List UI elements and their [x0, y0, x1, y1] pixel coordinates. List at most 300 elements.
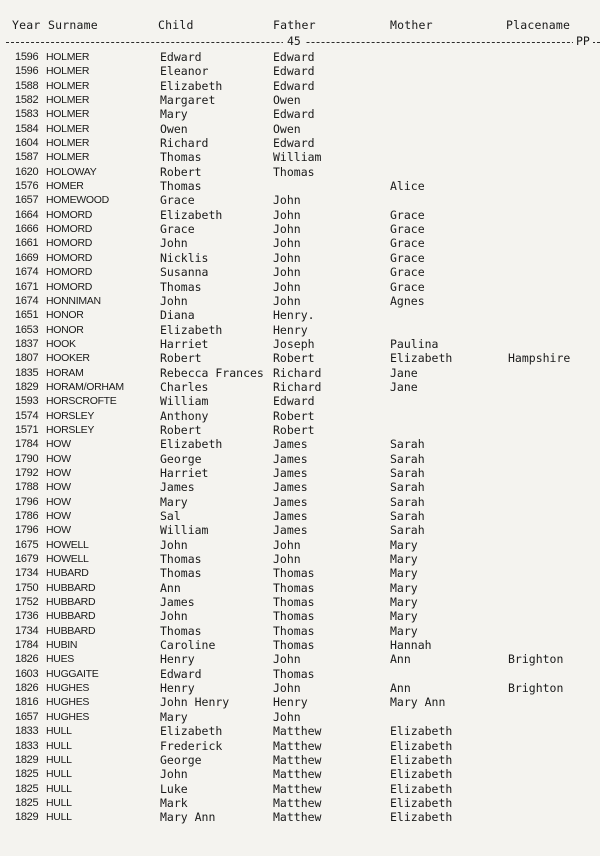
header-mother: Mother — [390, 18, 433, 32]
cell-surname: HUBBARD — [46, 624, 96, 637]
page-number: 45 — [283, 34, 305, 48]
cell-father: James — [273, 437, 308, 452]
table-row — [0, 337, 600, 351]
cell-mother: Grace — [390, 207, 425, 222]
cell-child: Robert — [160, 351, 202, 366]
cell-father: Robert — [273, 422, 315, 437]
cell-surname: HOWELL — [46, 538, 89, 551]
table-row — [0, 409, 600, 423]
cell-surname: HULL — [46, 811, 72, 824]
cell-mother: Sarah — [390, 509, 425, 523]
cell-placename: Hampshire — [508, 351, 571, 366]
cell-child: Ann — [160, 580, 181, 595]
cell-surname: HONOR — [46, 323, 84, 336]
cell-father: John — [273, 681, 301, 696]
cell-child: Elizabeth — [160, 207, 223, 222]
cell-mother: Grace — [390, 222, 425, 237]
header-year: Year — [12, 18, 41, 32]
table-row — [0, 265, 600, 279]
cell-child: George — [160, 451, 202, 466]
cell-surname: HULL — [46, 739, 72, 752]
cell-child: Caroline — [160, 638, 216, 653]
cell-mother: Agnes — [390, 293, 425, 308]
cell-surname: HUGHES — [46, 710, 90, 723]
cell-year: 1736 — [15, 610, 39, 623]
table-row — [0, 509, 600, 523]
cell-year: 1835 — [15, 366, 39, 379]
cell-child: Grace — [160, 222, 195, 237]
table-row — [0, 739, 600, 753]
table-row — [0, 351, 600, 365]
cell-year: 1829 — [15, 753, 39, 766]
cell-child: Susanna — [160, 265, 209, 280]
cell-mother: Sarah — [390, 523, 425, 538]
cell-child: William — [160, 394, 209, 409]
table-row — [0, 638, 600, 652]
cell-child: Anthony — [160, 408, 209, 423]
cell-surname: HOLMER — [46, 137, 90, 150]
cell-surname: HULL — [46, 782, 72, 795]
table-row — [0, 624, 600, 638]
cell-child: George — [160, 752, 202, 767]
cell-child: Thomas — [160, 179, 202, 194]
cell-year: 1825 — [15, 782, 39, 795]
cell-year: 1790 — [15, 452, 39, 465]
table-row — [0, 495, 600, 509]
cell-year: 1807 — [15, 352, 39, 365]
cell-child: Harriet — [160, 336, 209, 351]
cell-child: Grace — [160, 193, 195, 208]
cell-year: 1833 — [15, 739, 39, 752]
cell-year: 1651 — [15, 309, 39, 322]
table-row — [0, 308, 600, 322]
cell-year: 1788 — [15, 481, 39, 494]
cell-father: James — [273, 494, 308, 509]
cell-mother: Elizabeth — [390, 767, 453, 782]
cell-child: Diana — [160, 308, 195, 323]
cell-child: James — [160, 480, 195, 495]
cell-year: 1574 — [15, 409, 39, 422]
cell-year: 1582 — [15, 94, 39, 107]
cell-child: John — [160, 609, 188, 624]
table-row — [0, 810, 600, 824]
cell-father: Edward — [273, 64, 315, 79]
cell-child: Thomas — [160, 623, 202, 638]
cell-father: John — [273, 222, 301, 237]
cell-father: John — [273, 193, 301, 208]
table-row — [0, 523, 600, 537]
cell-father: James — [273, 509, 308, 523]
cell-mother: Ann — [390, 652, 411, 667]
cell-surname: HORSLEY — [46, 423, 95, 436]
cell-mother: Mary — [390, 609, 418, 624]
cell-father: Edward — [273, 136, 315, 151]
cell-year: 1796 — [15, 495, 39, 508]
cell-child: Robert — [160, 164, 202, 179]
cell-year: 1734 — [15, 567, 39, 580]
table-row — [0, 710, 600, 724]
table-row — [0, 566, 600, 580]
cell-father: Joseph — [273, 336, 315, 351]
cell-father: John — [273, 207, 301, 222]
table-row — [0, 107, 600, 121]
cell-surname: HOW — [46, 495, 71, 508]
cell-surname: HORAM/ORHAM — [46, 380, 124, 393]
cell-mother: Elizabeth — [390, 781, 453, 796]
cell-father: Robert — [273, 408, 315, 423]
pp-label: PP — [573, 34, 593, 48]
cell-year: 1603 — [15, 667, 39, 680]
cell-mother: Mary — [390, 552, 418, 567]
cell-child: Margaret — [160, 93, 216, 108]
cell-surname: HUBIN — [46, 639, 78, 652]
cell-surname: HULL — [46, 753, 72, 766]
header-placename: Placename — [506, 18, 571, 32]
cell-mother: Mary — [390, 623, 418, 638]
cell-year: 1596 — [15, 65, 39, 78]
cell-mother: Sarah — [390, 437, 425, 452]
cell-father: Edward — [273, 50, 315, 64]
table-row — [0, 93, 600, 107]
table-row — [0, 179, 600, 193]
cell-father: John — [273, 265, 301, 280]
cell-mother: Elizabeth — [390, 724, 453, 739]
cell-surname: HOLMER — [46, 122, 90, 135]
cell-surname: HORSCROFTE — [46, 395, 117, 408]
cell-surname: HOLMER — [46, 151, 90, 164]
cell-child: Mary — [160, 709, 188, 724]
cell-year: 1661 — [15, 237, 39, 250]
cell-father: Owen — [273, 93, 301, 108]
cell-child: Charles — [160, 379, 209, 394]
table-row — [0, 323, 600, 337]
cell-child: Richard — [160, 136, 209, 151]
cell-year: 1657 — [15, 194, 39, 207]
cell-surname: HOOK — [46, 337, 76, 350]
cell-child: Mary Ann — [160, 810, 216, 825]
cell-surname: HUBARD — [46, 567, 89, 580]
cell-child: Frederick — [160, 738, 223, 753]
cell-year: 1825 — [15, 796, 39, 809]
cell-year: 1666 — [15, 223, 39, 236]
cell-placename: Brighton — [508, 652, 564, 667]
cell-father: Matthew — [273, 781, 322, 796]
records-table — [0, 50, 600, 825]
cell-surname: HOW — [46, 466, 71, 479]
cell-mother: Paulina — [390, 336, 439, 351]
cell-surname: HOW — [46, 438, 71, 451]
cell-year: 1674 — [15, 294, 39, 307]
cell-surname: HULL — [46, 725, 72, 738]
cell-year: 1620 — [15, 165, 39, 178]
cell-placename: Brighton — [508, 681, 564, 696]
cell-mother: Elizabeth — [390, 810, 453, 825]
cell-father: John — [273, 537, 301, 552]
cell-year: 1583 — [15, 108, 39, 121]
cell-year: 1837 — [15, 337, 39, 350]
table-row — [0, 423, 600, 437]
cell-father: John — [273, 250, 301, 265]
cell-mother: Mary — [390, 566, 418, 581]
cell-mother: Elizabeth — [390, 795, 453, 810]
cell-surname: HUGGAITE — [46, 667, 99, 680]
cell-father: Henry. — [273, 308, 315, 323]
cell-surname: HOMORD — [46, 280, 93, 293]
cell-surname: HORAM — [46, 366, 84, 379]
cell-surname: HONOR — [46, 309, 84, 322]
cell-surname: HORSLEY — [46, 409, 95, 422]
cell-mother: Grace — [390, 265, 425, 280]
cell-child: Edward — [160, 50, 202, 64]
table-row — [0, 581, 600, 595]
cell-father: Richard — [273, 379, 322, 394]
cell-mother: Jane — [390, 379, 418, 394]
table-row — [0, 165, 600, 179]
cell-surname: HOMORD — [46, 208, 93, 221]
cell-father: Thomas — [273, 595, 315, 610]
cell-year: 1593 — [15, 395, 39, 408]
cell-child: Henry — [160, 681, 195, 696]
cell-surname: HOMORD — [46, 266, 93, 279]
cell-surname: HUBBARD — [46, 581, 96, 594]
table-row — [0, 50, 600, 64]
cell-father: Edward — [273, 78, 315, 93]
cell-child: Elizabeth — [160, 724, 223, 739]
cell-child: Thomas — [160, 552, 202, 567]
cell-surname: HOLMER — [46, 94, 90, 107]
cell-surname: HOOKER — [46, 352, 90, 365]
cell-year: 1679 — [15, 553, 39, 566]
cell-child: Elizabeth — [160, 437, 223, 452]
cell-surname: HUBBARD — [46, 596, 96, 609]
cell-child: John — [160, 767, 188, 782]
cell-year: 1792 — [15, 466, 39, 479]
cell-surname: HOMORD — [46, 223, 93, 236]
cell-surname: HOMER — [46, 180, 84, 193]
cell-year: 1796 — [15, 524, 39, 537]
cell-surname: HOLMER — [46, 108, 90, 121]
cell-mother: Mary Ann — [390, 695, 446, 710]
table-row — [0, 652, 600, 666]
cell-father: Thomas — [273, 566, 315, 581]
cell-father: John — [273, 652, 301, 667]
cell-child: Elizabeth — [160, 78, 223, 93]
cell-father: Matthew — [273, 752, 322, 767]
cell-father: Robert — [273, 351, 315, 366]
cell-year: 1784 — [15, 438, 39, 451]
table-row — [0, 724, 600, 738]
cell-child: Luke — [160, 781, 188, 796]
cell-mother: Mary — [390, 580, 418, 595]
table-row — [0, 767, 600, 781]
table-row — [0, 236, 600, 250]
cell-year: 1833 — [15, 725, 39, 738]
cell-father: William — [273, 150, 322, 165]
cell-surname: HOMORD — [46, 237, 93, 250]
cell-father: John — [273, 709, 301, 724]
table-row — [0, 452, 600, 466]
cell-father: John — [273, 552, 301, 567]
cell-year: 1675 — [15, 538, 39, 551]
cell-surname: HOW — [46, 510, 71, 522]
cell-father: James — [273, 523, 308, 538]
cell-year: 1604 — [15, 137, 39, 150]
cell-year: 1734 — [15, 624, 39, 637]
table-row — [0, 394, 600, 408]
table-row — [0, 466, 600, 480]
cell-year: 1669 — [15, 251, 39, 264]
cell-mother: Alice — [390, 179, 425, 194]
cell-year: 1571 — [15, 423, 39, 436]
cell-year: 1750 — [15, 581, 39, 594]
cell-child: Owen — [160, 121, 188, 136]
table-row — [0, 667, 600, 681]
table-row — [0, 796, 600, 810]
cell-mother: Grace — [390, 279, 425, 294]
cell-father: Henry — [273, 695, 308, 710]
header-father: Father — [273, 18, 316, 32]
table-row — [0, 595, 600, 609]
cell-child: Mary — [160, 494, 188, 509]
table-row — [0, 366, 600, 380]
cell-father: Matthew — [273, 810, 322, 825]
cell-father: Thomas — [273, 638, 315, 653]
cell-father: Richard — [273, 365, 322, 380]
table-row — [0, 122, 600, 136]
cell-father: Henry — [273, 322, 308, 337]
table-row — [0, 222, 600, 236]
table-row — [0, 538, 600, 552]
cell-child: Nicklis — [160, 250, 209, 265]
cell-year: 1671 — [15, 280, 39, 293]
cell-father: James — [273, 465, 308, 480]
cell-year: 1674 — [15, 266, 39, 279]
cell-year: 1576 — [15, 180, 39, 193]
cell-child: Thomas — [160, 279, 202, 294]
cell-father: Thomas — [273, 666, 315, 681]
cell-mother: Sarah — [390, 465, 425, 480]
table-row — [0, 380, 600, 394]
cell-surname: HOW — [46, 452, 71, 465]
cell-year: 1657 — [15, 710, 39, 723]
table-row — [0, 437, 600, 451]
cell-mother: Sarah — [390, 494, 425, 509]
cell-father: Thomas — [273, 623, 315, 638]
cell-mother: Grace — [390, 250, 425, 265]
cell-surname: HUES — [46, 653, 74, 666]
cell-surname: HUGHES — [46, 696, 90, 709]
cell-mother: Elizabeth — [390, 738, 453, 753]
cell-year: 1588 — [15, 79, 39, 92]
cell-child: Thomas — [160, 566, 202, 581]
table-row — [0, 695, 600, 709]
cell-mother: Sarah — [390, 451, 425, 466]
cell-father: Owen — [273, 121, 301, 136]
table-row — [0, 251, 600, 265]
cell-father: John — [273, 293, 301, 308]
cell-father: Thomas — [273, 609, 315, 624]
cell-surname: HUBBARD — [46, 610, 96, 623]
table-row — [0, 681, 600, 695]
cell-year: 1826 — [15, 653, 39, 666]
cell-child: James — [160, 595, 195, 610]
cell-year: 1587 — [15, 151, 39, 164]
cell-father: John — [273, 279, 301, 294]
cell-surname: HOLOWAY — [46, 165, 97, 178]
cell-father: Matthew — [273, 738, 322, 753]
table-row — [0, 193, 600, 207]
cell-child: John — [160, 236, 188, 251]
cell-child: Mark — [160, 795, 188, 810]
cell-surname: HONNIMAN — [46, 294, 101, 307]
cell-father: Thomas — [273, 580, 315, 595]
cell-father: James — [273, 480, 308, 495]
table-row — [0, 64, 600, 78]
cell-mother: Grace — [390, 236, 425, 251]
cell-surname: HOLMER — [46, 65, 90, 78]
cell-father: Thomas — [273, 164, 315, 179]
table-row — [0, 294, 600, 308]
cell-child: John — [160, 293, 188, 308]
cell-year: 1829 — [15, 811, 39, 824]
table-row — [0, 480, 600, 494]
cell-year: 1784 — [15, 639, 39, 652]
cell-mother: Jane — [390, 365, 418, 380]
cell-year: 1826 — [15, 682, 39, 695]
cell-mother: Ann — [390, 681, 411, 696]
cell-year: 1596 — [15, 51, 39, 63]
cell-child: Edward — [160, 666, 202, 681]
cell-surname: HULL — [46, 768, 72, 781]
cell-father: Edward — [273, 394, 315, 409]
cell-year: 1829 — [15, 380, 39, 393]
cell-child: Mary — [160, 107, 188, 122]
cell-child: Elizabeth — [160, 322, 223, 337]
cell-child: John — [160, 537, 188, 552]
table-row — [0, 609, 600, 623]
cell-surname: HULL — [46, 796, 72, 809]
cell-father: Matthew — [273, 767, 322, 782]
cell-mother: Mary — [390, 595, 418, 610]
cell-father: Matthew — [273, 724, 322, 739]
table-row — [0, 552, 600, 566]
cell-father: Matthew — [273, 795, 322, 810]
cell-child: John Henry — [160, 695, 230, 710]
table-row — [0, 280, 600, 294]
cell-year: 1752 — [15, 596, 39, 609]
cell-child: Rebecca Frances — [160, 365, 264, 380]
table-row — [0, 150, 600, 164]
cell-surname: HOWELL — [46, 553, 89, 566]
cell-year: 1664 — [15, 208, 39, 221]
cell-mother: Elizabeth — [390, 351, 453, 366]
cell-child: William — [160, 523, 209, 538]
cell-child: Harriet — [160, 465, 209, 480]
cell-surname: HOMORD — [46, 251, 93, 264]
cell-child: Thomas — [160, 150, 202, 165]
cell-father: James — [273, 451, 308, 466]
cell-surname: HOW — [46, 481, 71, 494]
cell-year: 1786 — [15, 510, 39, 522]
table-row — [0, 753, 600, 767]
cell-year: 1825 — [15, 768, 39, 781]
cell-mother: Hannah — [390, 638, 432, 653]
cell-year: 1653 — [15, 323, 39, 336]
header-child: Child — [158, 18, 194, 32]
table-row — [0, 782, 600, 796]
cell-year: 1584 — [15, 122, 39, 135]
cell-year: 1816 — [15, 696, 39, 709]
